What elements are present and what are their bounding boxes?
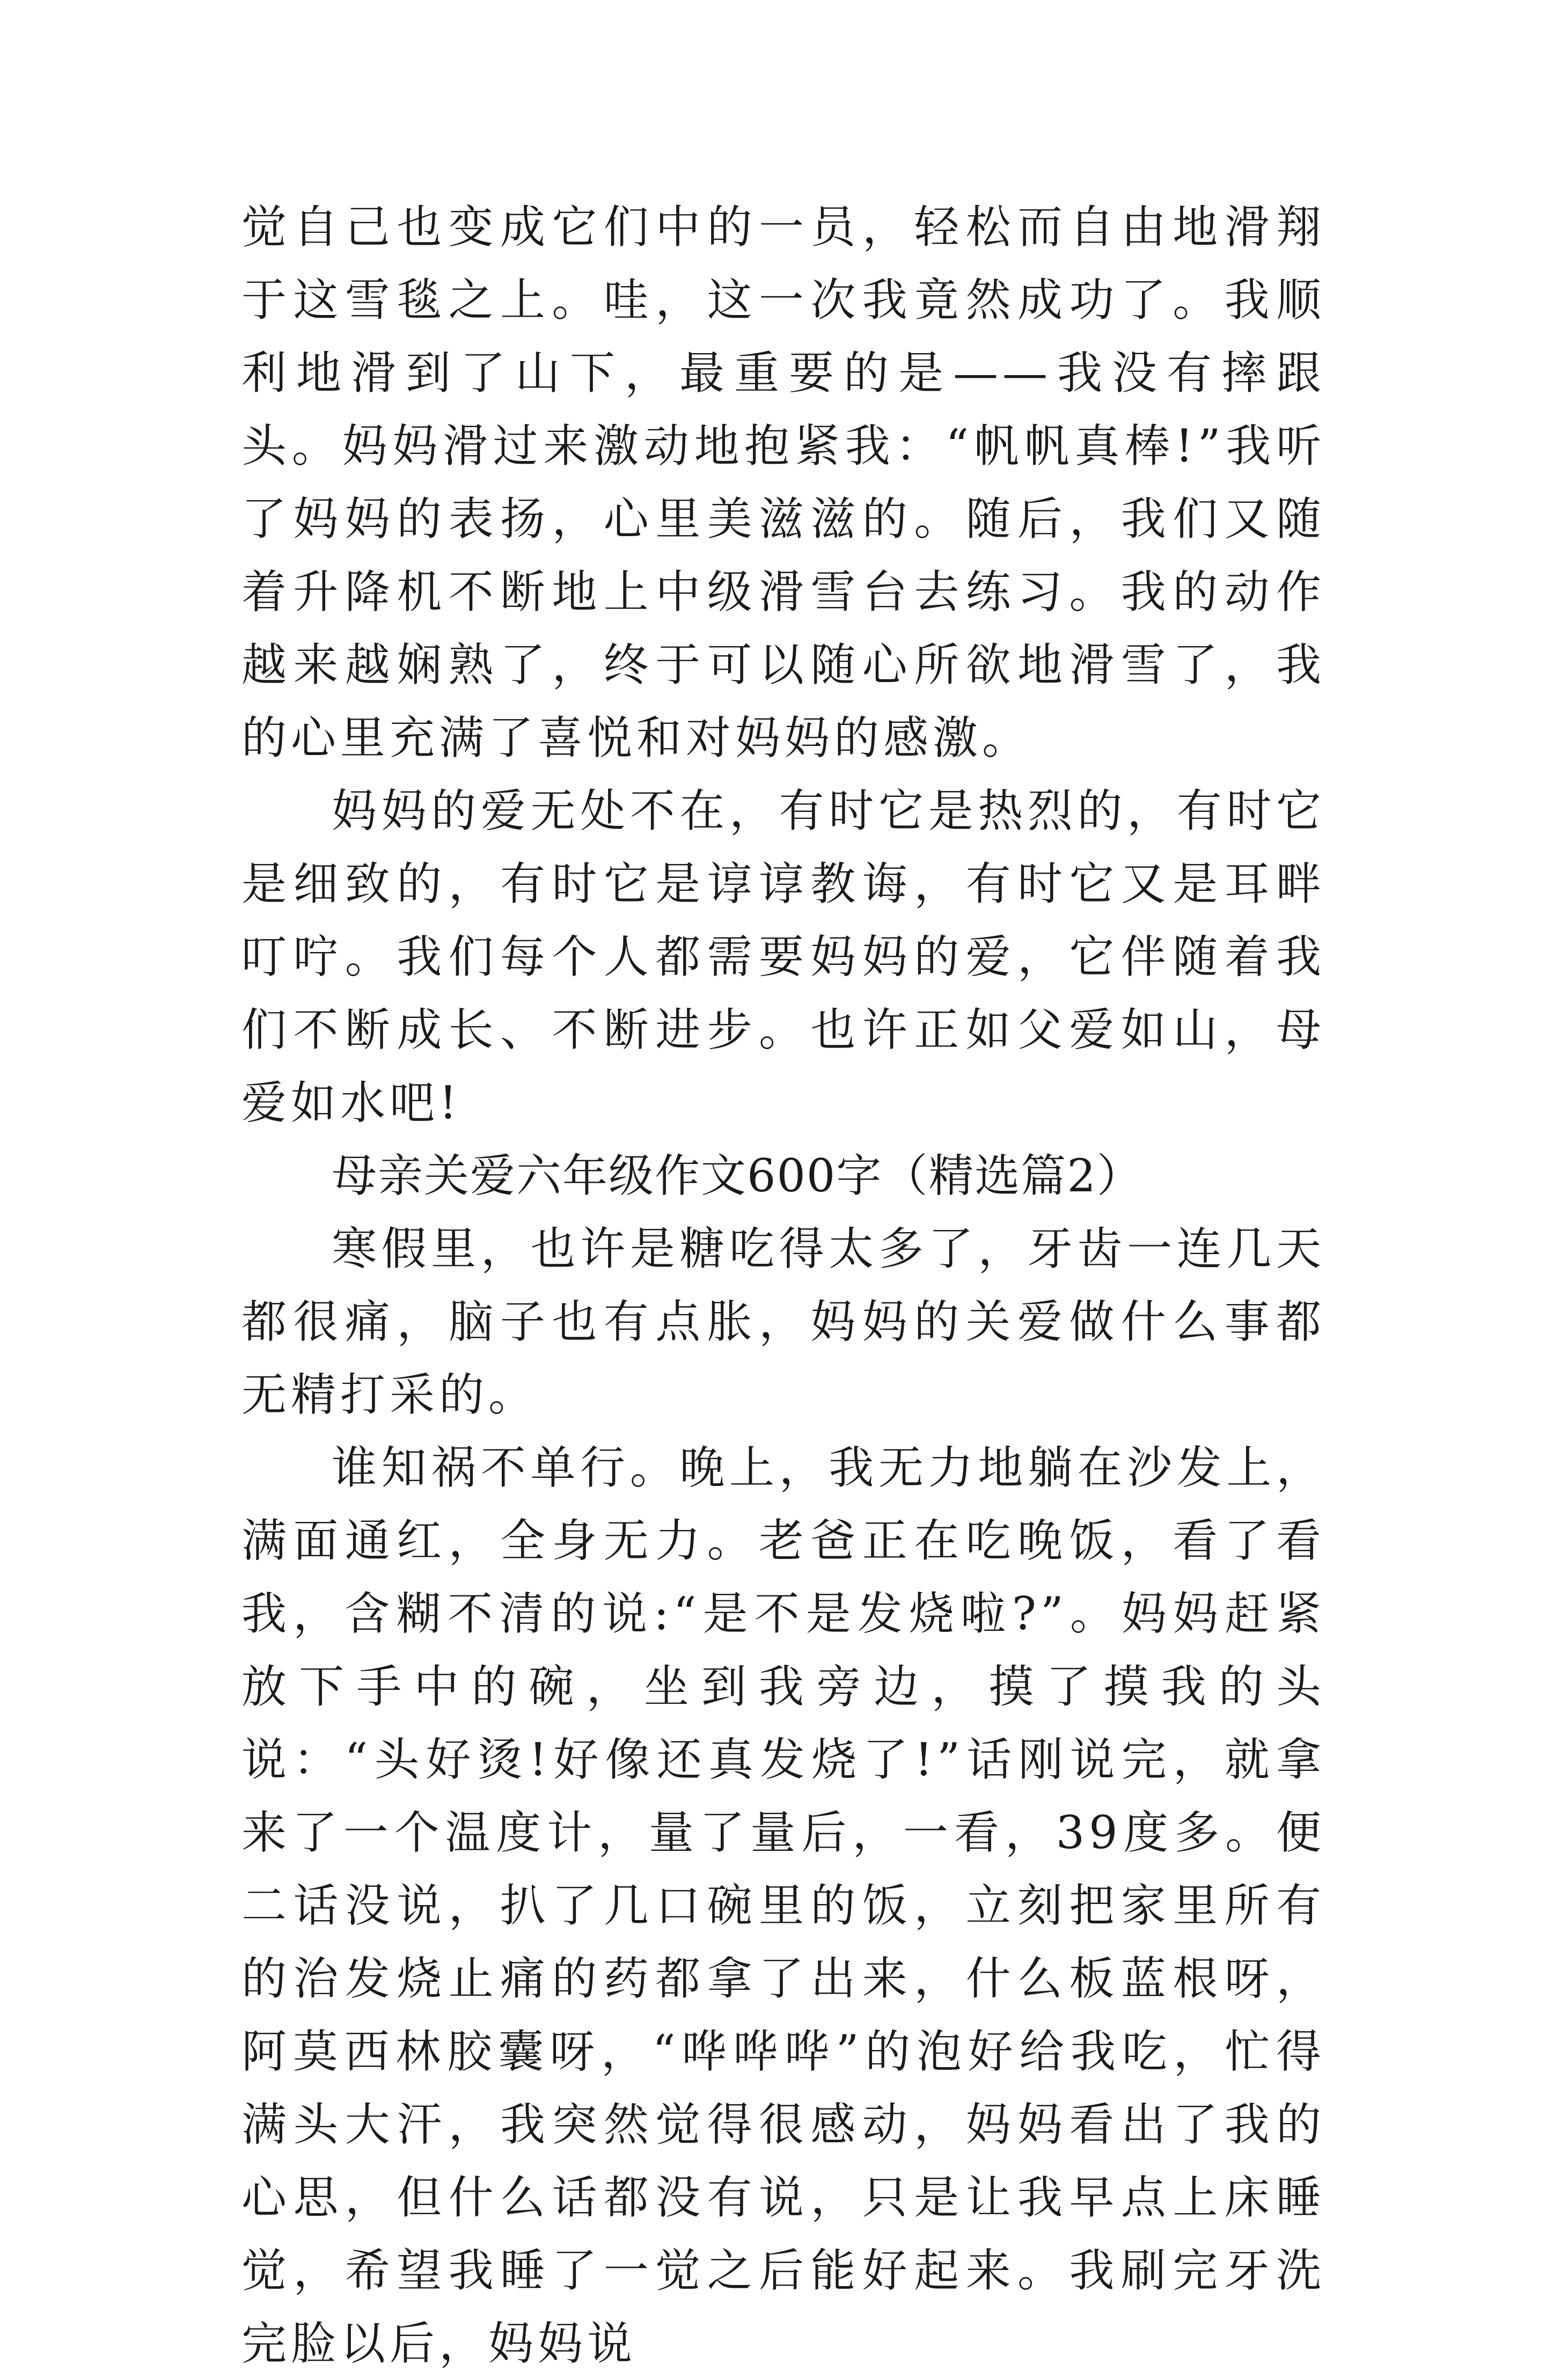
paragraph-continuation: 觉自己也变成它们中的一员，轻松而自由地滑翔于这雪毯之上。哇，这一次我竟然成功了。我顺利地滑到了山下，最重要的是——我没有摔跟头。妈妈滑过来激动地抱紧我：“帆帆真棒!”我听了妈妈的表扬，心里美滋滋的。随后，我们又随着升降机不断地上中级滑雪台去练习。我的动作越来越娴熟了，终于可以随心所欲地滑雪了，我的心里充满了喜悦和对妈妈的感激。: [241, 201, 1325, 764]
document-body: [241, 191, 1325, 2380]
section-heading: 母亲关爱六年级作文600字（精选篇2）: [332, 1149, 1143, 1202]
paragraph-fever: 谁知祸不单行。晚上，我无力地躺在沙发上，满面通红，全身无力。老爸正在吃晚饭，看了看我，含糊不清的说:“是不是发烧啦?”。妈妈赶紧放下手中的碗，坐到我旁边，摸了摸我的头说：“头好烫!好像还真发烧了!”话刚说完，就拿来了一个温度计，量了量后，一看，39度多。便二话没说，扒了几口碗里的饭，立刻把家里所有的治发烧止痛的药都拿了出来，什么板蓝根呀，阿莫西林胶囊呀，“哗哗哗”的泡好给我吃，忙得满头大汗，我突然觉得很感动，妈妈看出了我的心思，但什么话都没有说，只是让我早点上床睡觉，希望我睡了一觉之后能好起来。我刷完牙洗完脸以后，妈妈说: [241, 1441, 1325, 2370]
paragraph-winter-break: 寒假里，也许是糖吃得太多了，牙齿一连几天都很痛，脑子也有点胀，妈妈的关爱做什么事都无精打采的。: [241, 1222, 1325, 1421]
paragraph-mothers-love: 妈妈的爱无处不在，有时它是热烈的，有时它是细致的，有时它是谆谆教诲，有时它又是耳畔叮咛。我们每个人都需要妈妈的爱，它伴随着我们不断成长、不断进步。也许正如父爱如山，母爱如水吧!: [241, 785, 1325, 1129]
